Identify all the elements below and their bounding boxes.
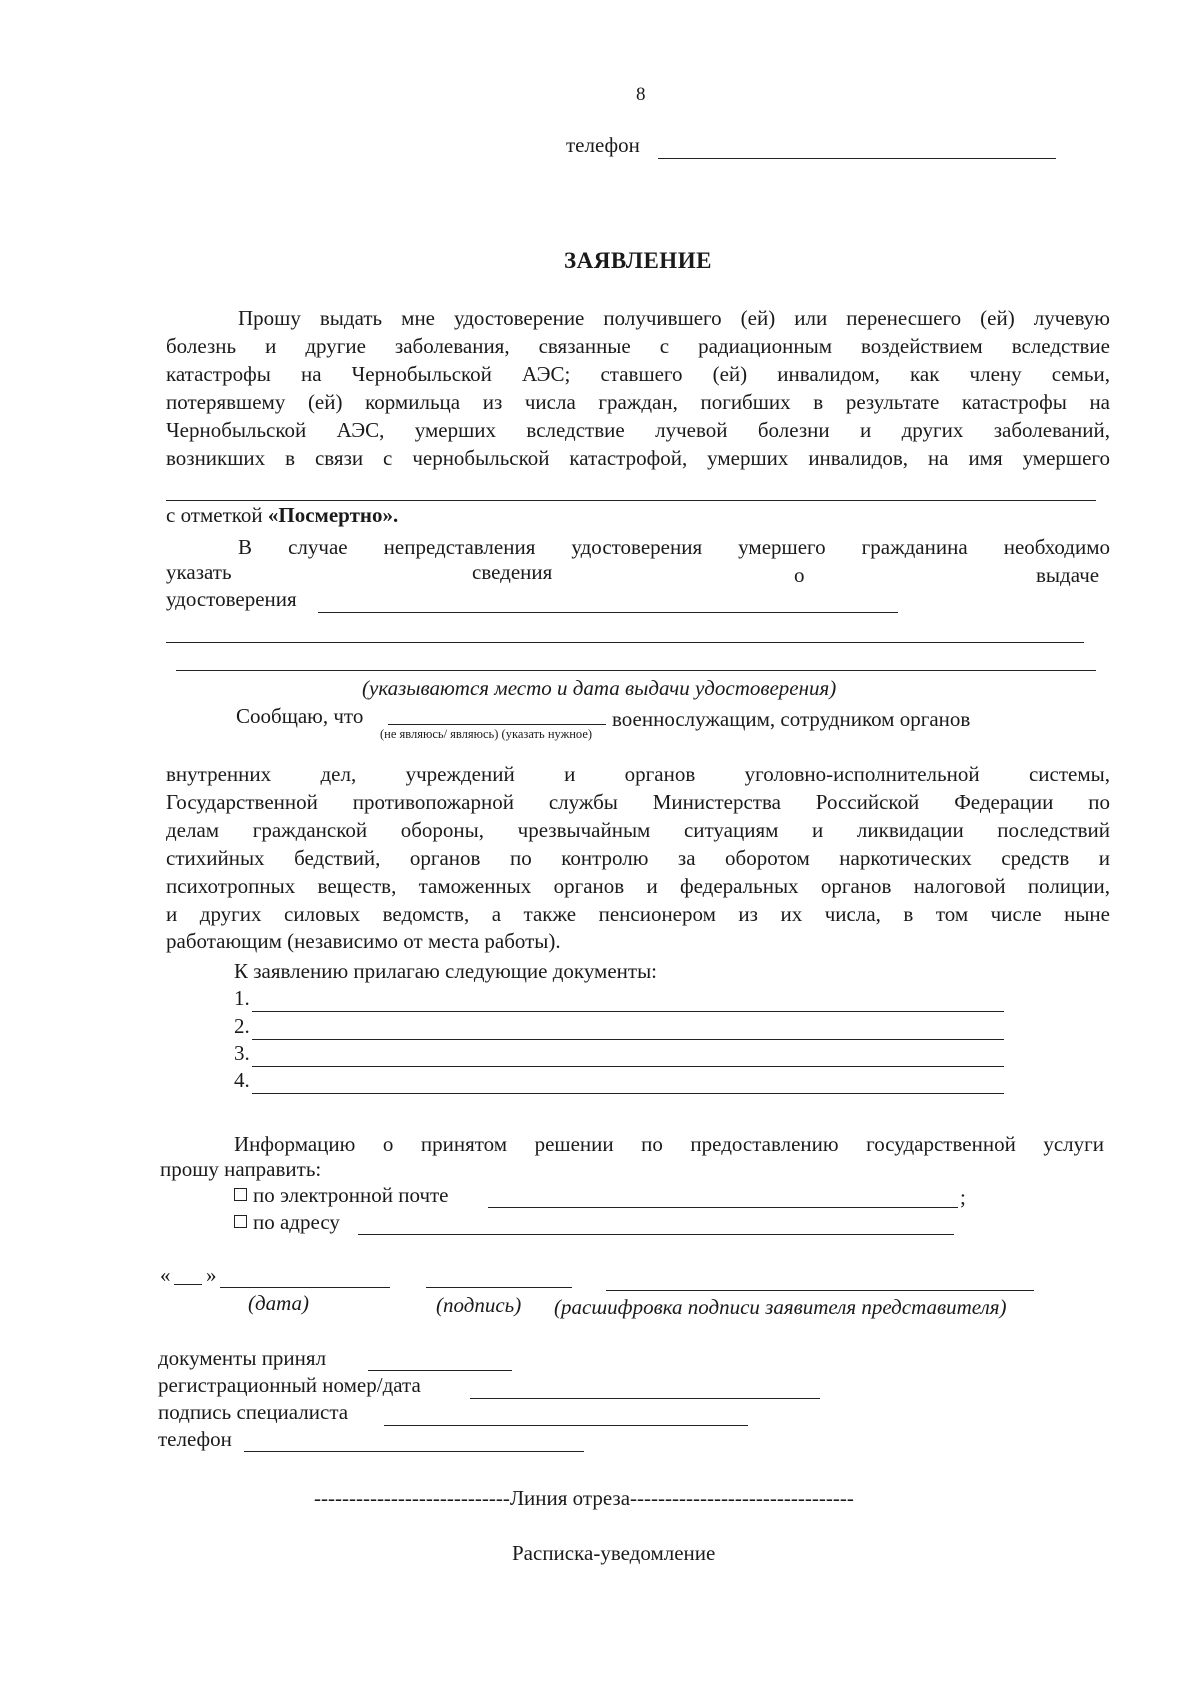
date-close-quote: » (206, 1263, 217, 1287)
address-checkbox[interactable] (234, 1215, 247, 1228)
receipt-title: Расписка-уведомление (512, 1541, 716, 1565)
date-caption: (дата) (248, 1291, 310, 1315)
report-hint: (не являюсь/ являюсь) (указать нужное) (380, 727, 593, 741)
office-phone-label: телефон (158, 1427, 232, 1451)
accepted-label: документы принял (158, 1346, 327, 1370)
delivery-line-2: прошу направить: (160, 1157, 322, 1181)
address-option-label: по адресу (253, 1210, 340, 1234)
date-open-quote: « (160, 1263, 171, 1287)
posthumous-mark (166, 502, 398, 528)
report-suffix: военнослужащим, сотрудником органов (612, 707, 971, 731)
deceased-name-field[interactable] (166, 500, 1096, 501)
attachment-field[interactable] (252, 1093, 1004, 1094)
missing-word: указать (166, 560, 232, 584)
cut-line-label: Линия отреза (509, 1486, 631, 1510)
report-line: стихийных бедствий, органов по контролю за оборотом наркотических средств и (166, 846, 1110, 870)
cert-field-1[interactable] (318, 612, 898, 613)
cut-line-right: -------------------------------- (630, 1486, 854, 1510)
cert-field-3[interactable] (176, 670, 1096, 671)
delivery-line-1: Информацию о принятом решении по предоставлению государственной услуги (234, 1132, 1104, 1156)
cert-note: (указываются место и дата выдачи удостоверения) (362, 676, 837, 700)
header-phone-field[interactable] (658, 158, 1056, 159)
posthumous-mark-prefix: с отметкой (166, 503, 268, 527)
missing-word: сведения (472, 560, 553, 584)
signature-decode-caption: (расшифровка подписи заявителя представителя) (554, 1295, 1007, 1319)
signature-decode-field[interactable] (606, 1290, 1034, 1291)
report-line: Государственной противопожарной службы Министерства Российской Федерации по (166, 790, 1110, 814)
office-phone-field[interactable] (244, 1451, 584, 1452)
cut-line (314, 1485, 854, 1511)
request-line: катастрофы на Чернобыльской АЭС; ставшего (ей) инвалидом, как члену семьи, (166, 362, 1110, 386)
request-line: Чернобыльской АЭС, умерших вследствие лучевой болезни и других заболеваний, (166, 418, 1110, 442)
report-line: делам гражданской обороны, чрезвычайным ситуациям и ликвидации последствий (166, 818, 1110, 842)
signature-caption: (подпись) (436, 1293, 522, 1317)
attachment-number: 3. (234, 1041, 250, 1065)
missing-word: о (794, 563, 805, 587)
report-line: внутренних дел, учреждений и органов уголовно-исполнительной системы, (166, 762, 1110, 786)
email-field[interactable] (488, 1207, 958, 1208)
posthumous-mark-bold: «Посмертно». (267, 503, 399, 527)
date-field[interactable] (220, 1287, 390, 1288)
page-number: 8 (636, 84, 646, 105)
request-line: возникших в связи с чернобыльской катастрофой, умерших инвалидов, на имя умершего (166, 446, 1110, 470)
cert-field-2[interactable] (166, 642, 1084, 643)
attachment-number: 2. (234, 1014, 250, 1038)
email-option-label: по электронной почте (253, 1183, 449, 1207)
email-option[interactable] (234, 1182, 449, 1208)
email-end: ; (960, 1185, 966, 1209)
reg-field[interactable] (470, 1398, 820, 1399)
accepted-field[interactable] (368, 1370, 512, 1371)
missing-cert-line: В случае непредставления удостоверения умершего гражданина необходимо (238, 535, 1110, 559)
spec-sign-label: подпись специалиста (158, 1400, 349, 1424)
document-title: ЗАЯВЛЕНИЕ (564, 248, 712, 273)
attachment-number: 4. (234, 1068, 250, 1092)
attachment-number: 1. (234, 986, 250, 1010)
email-checkbox[interactable] (234, 1188, 247, 1201)
missing-word: выдаче (1036, 563, 1100, 587)
attachments-label: К заявлению прилагаю следующие документы: (234, 959, 658, 983)
address-field[interactable] (358, 1234, 954, 1235)
attachment-field[interactable] (252, 1011, 1004, 1012)
report-last-line: работающим (независимо от места работы). (166, 929, 561, 953)
attachment-field[interactable] (252, 1039, 1004, 1040)
report-line: и других силовых ведомств, а также пенсионером из их числа, в том числе ныне (166, 902, 1110, 926)
signature-field[interactable] (426, 1287, 572, 1288)
report-line: психотропных веществ, таможенных органов и федеральных органов налоговой полиции, (166, 874, 1110, 898)
date-day-field[interactable] (174, 1284, 202, 1285)
report-status-field[interactable] (388, 724, 606, 725)
request-line: болезнь и другие заболевания, связанные с радиационным воздействием вследствие (166, 334, 1110, 358)
cut-line-left: ---------------------------- (314, 1486, 510, 1510)
request-line: потерявшему (ей) кормильца из числа граждан, погибших в результате катастрофы на (166, 390, 1110, 414)
cert-label: удостоверения (166, 587, 297, 611)
address-option[interactable] (234, 1209, 340, 1235)
spec-sign-field[interactable] (384, 1425, 748, 1426)
header-phone-label: телефон (566, 133, 640, 157)
reg-label: регистрационный номер/дата (158, 1373, 421, 1397)
attachment-field[interactable] (252, 1066, 1004, 1067)
request-line: Прошу выдать мне удостоверение получившего (ей) или перенесшего (ей) лучевую (238, 306, 1110, 330)
report-prefix: Сообщаю, что (236, 704, 364, 728)
